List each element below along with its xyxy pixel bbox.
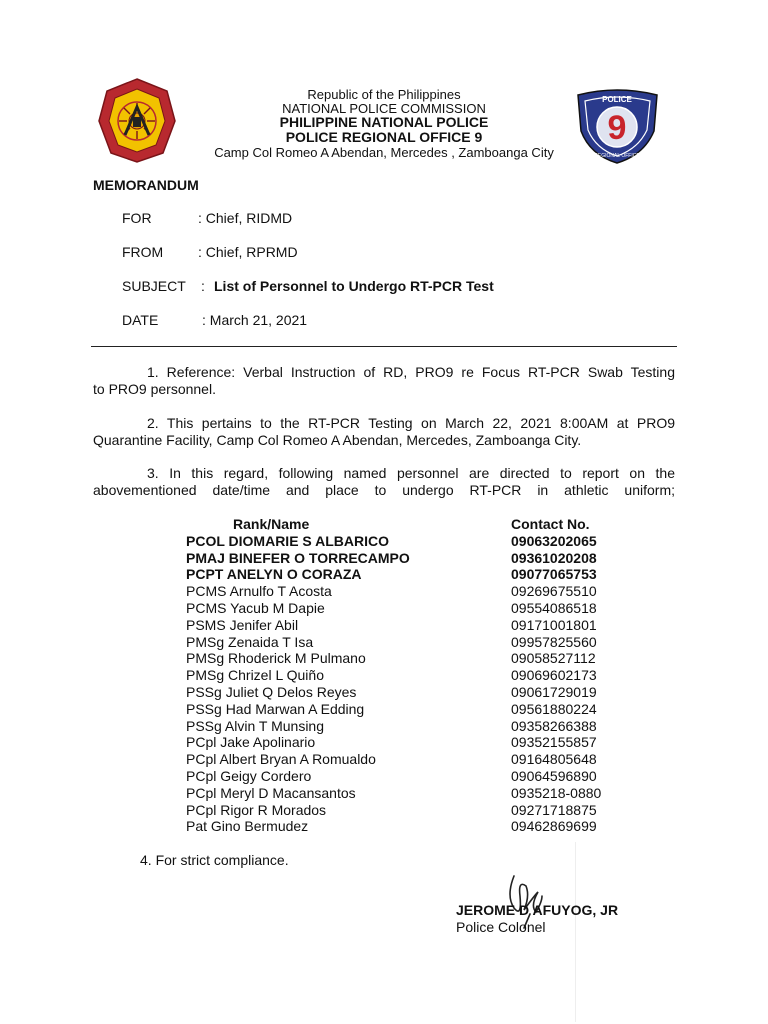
personnel-name: PSMS Jenifer Abil [186, 616, 299, 633]
paragraph-4: 4. For strict compliance. [140, 852, 289, 868]
paragraph-2-line-2: Quarantine Facility, Camp Col Romeo A Abendan, Mercedes, Zamboanga City. [93, 432, 582, 448]
personnel-name: PSSg Alvin T Munsing [186, 717, 325, 734]
date-value: : March 21, 2021 [202, 312, 308, 328]
personnel-name: PCPT ANELYN O CORAZA [186, 566, 362, 583]
subject-label: SUBJECT [122, 278, 186, 294]
personnel-name: PSSg Juliet Q Delos Reyes [186, 684, 357, 700]
personnel-name: Pat Gino Bermudez [186, 818, 309, 835]
personnel-contact: 09957825560 [511, 633, 597, 650]
personnel-contact: 09064596890 [511, 768, 597, 784]
table-row [186, 550, 616, 567]
table-row [186, 634, 616, 651]
signatory-name: JEROME D AFUYOG, JR [456, 902, 619, 918]
table-header-contact: Contact No. [511, 516, 590, 532]
for-value: : Chief, RIDMD [198, 210, 293, 226]
header-pnp: PHILIPPINE NATIONAL POLICE [279, 114, 489, 130]
personnel-contact: 09358266388 [511, 717, 597, 734]
table-row [186, 768, 616, 785]
personnel-name: PSSg Had Marwan A Edding [186, 700, 365, 717]
table-row [186, 684, 616, 701]
table-row [186, 751, 616, 768]
personnel-name: PCpl Meryl D Macansantos [186, 784, 356, 801]
personnel-name: PMSg Zenaida T Isa [186, 633, 314, 650]
paragraph-3-line-2: abovementioned date/time and place to undergo RT-PCR in athletic uniform; [93, 482, 675, 498]
header-napolcom: NATIONAL POLICE COMMISSION [282, 101, 486, 116]
svg-text:9: 9 [607, 109, 627, 147]
table-row [186, 533, 616, 550]
paragraph-3 [93, 465, 675, 499]
personnel-contact: 0935218-0880 [511, 784, 602, 801]
personnel-contact: 09164805648 [511, 751, 597, 768]
paragraph-3-line-1: 3. In this regard, following named personnel are directed to report on the [147, 465, 675, 481]
personnel-contact: 09077065753 [511, 566, 597, 583]
table-row [186, 600, 616, 617]
header-address: Camp Col Romeo A Abendan, Mercedes , Zamboanga City [214, 145, 554, 160]
table-row [186, 583, 616, 600]
personnel-name: PMSg Chrizel L Quiño [186, 667, 324, 684]
subject-colon: : [201, 278, 205, 294]
table-row [186, 701, 616, 718]
page-fold-line [575, 842, 576, 1022]
personnel-contact: 09061729019 [511, 684, 597, 700]
personnel-name: PCpl Albert Bryan A Romualdo [186, 751, 376, 768]
table-row [186, 785, 616, 802]
table-row [186, 718, 616, 735]
personnel-name: PCMS Yacub M Dapie [186, 600, 325, 616]
from-label: FROM [122, 244, 164, 260]
personnel-contact: 09462869699 [511, 818, 597, 835]
paragraph-2-line-1: 2. This pertains to the RT-PCR Testing on March 22, 2021 8:00AM at PRO9 [147, 415, 675, 431]
personnel-name: PCpl Jake Apolinario [186, 734, 316, 751]
table-row [186, 667, 616, 684]
personnel-contact: 09561880224 [511, 700, 597, 717]
personnel-contact: 09271718875 [511, 801, 597, 818]
from-value: : Chief, RPRMD [198, 244, 298, 260]
subject-value: List of Personnel to Undergo RT-PCR Test [214, 278, 494, 294]
personnel-name: PCOL DIOMARIE S ALBARICO [186, 532, 390, 549]
table-header-name: Rank/Name [233, 516, 310, 532]
paragraph-1-line-1: 1. Reference: Verbal Instruction of RD, PRO9 re Focus RT-PCR Swab Testing [147, 364, 675, 380]
header-pro9: POLICE REGIONAL OFFICE 9 [285, 129, 483, 145]
personnel-contact: 09352155857 [511, 734, 597, 751]
personnel-name: PMAJ BINEFER O TORRECAMPO [186, 549, 410, 566]
personnel-name: PCpl Geigy Cordero [186, 768, 312, 784]
for-label: FOR [122, 210, 152, 226]
personnel-contact: 09063202065 [511, 532, 597, 549]
table-row [186, 617, 616, 634]
header-divider [91, 346, 677, 347]
signatory-title: Police Colonel [456, 919, 546, 935]
paragraph-1-line-2: to PRO9 personnel. [93, 381, 216, 397]
table-header-row [186, 516, 616, 533]
memo-heading: MEMORANDUM [93, 177, 199, 193]
personnel-contact: 09171001801 [511, 616, 597, 633]
personnel-contact: 09269675510 [511, 583, 597, 600]
table-row [186, 566, 616, 583]
svg-text:REGIONAL OFFICE: REGIONAL OFFICE [594, 153, 640, 159]
paragraph-2 [93, 415, 675, 449]
personnel-contact: 09058527112 [511, 650, 596, 667]
personnel-contact: 09069602173 [511, 667, 597, 684]
table-row [186, 802, 616, 819]
table-row [186, 818, 616, 835]
header-republic: Republic of the Philippines [307, 87, 461, 102]
date-label: DATE [122, 312, 159, 328]
table-row [186, 650, 616, 667]
table-row [186, 734, 616, 751]
personnel-contact: 09554086518 [511, 600, 597, 616]
personnel-name: PCpl Rigor R Morados [186, 801, 327, 818]
svg-text:POLICE: POLICE [602, 95, 632, 104]
personnel-name: PMSg Rhoderick M Pulmano [186, 650, 366, 667]
personnel-name: PCMS Arnulfo T Acosta [186, 583, 332, 600]
paragraph-1 [93, 364, 675, 398]
personnel-contact: 09361020208 [511, 549, 597, 566]
